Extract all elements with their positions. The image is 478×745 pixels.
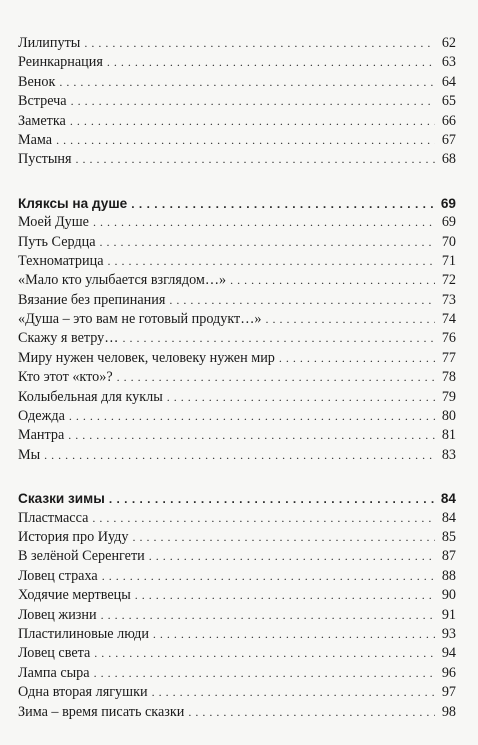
toc-entry[interactable] [18,407,456,426]
toc-entry-page: 68 [441,151,456,168]
toc-entry[interactable] [18,528,456,547]
toc-entry[interactable] [18,349,456,368]
dot-leader [106,252,435,271]
toc-entry-page: 90 [441,587,456,604]
dot-leader [264,310,435,329]
dot-leader [228,271,435,290]
toc-entry-title: Кто этот «кто»? [18,369,113,386]
toc-heading-page: 69 [440,195,456,211]
toc-entry[interactable] [18,368,456,387]
dot-leader [98,233,435,252]
toc-entry-title: В зелёной Серенгети [18,548,145,565]
dot-leader [54,131,435,150]
dot-leader [66,426,435,445]
toc-entry-page: 65 [441,93,456,110]
toc-entry-page: 67 [441,131,456,148]
toc-entry[interactable] [18,112,456,131]
toc-entry[interactable] [18,150,456,169]
toc-entry[interactable] [18,426,456,445]
toc-entry-page: 70 [441,233,456,250]
toc-entry[interactable] [18,547,456,566]
toc-entry-page: 62 [441,35,456,51]
toc-entry-page: 78 [441,369,456,386]
dot-leader [105,53,435,72]
toc-entry-title: Миру нужен человек, человеку нужен мир [18,349,275,366]
toc-entry-title: «Душа – это вам не готовый продукт…» [18,311,262,328]
toc-entry-title: «Мало кто улыбается взглядом…» [18,272,227,289]
toc-entry[interactable] [18,683,456,702]
toc-entry-page: 72 [441,272,456,289]
toc-entry[interactable] [18,509,456,528]
toc-entry-page: 91 [441,606,456,623]
dot-leader [129,195,435,214]
dot-leader [120,329,435,348]
toc-entry-title: Реинкарнация [18,54,103,71]
toc-entry[interactable] [18,213,456,232]
dot-leader [74,150,436,169]
toc-entry[interactable] [18,92,456,111]
dot-leader [82,34,435,53]
toc-entry-title: Скажу я ветру… [18,330,119,347]
toc-entry-title: Ловец света [18,645,91,662]
toc-entry-title: Венок [18,73,56,90]
dot-leader [57,73,435,92]
dot-leader [91,213,435,232]
toc-entry[interactable] [18,388,456,407]
toc-entry-page: 74 [441,311,456,328]
dot-leader [151,625,435,644]
toc-entry-title: Мы [18,446,41,463]
toc-section-heading[interactable] [18,194,456,213]
toc-section-skazki-zimy [18,489,456,722]
dot-leader [107,490,435,509]
toc-section-klyaksy [18,194,456,465]
dot-leader [165,388,435,407]
toc-entry-title: Пластмасса [18,509,89,526]
toc-entry-page: 79 [441,388,456,405]
toc-entry[interactable] [18,310,456,329]
toc-entry[interactable] [18,625,456,644]
toc-entry-title: История про Иуду [18,528,129,545]
toc-section-heading[interactable] [18,489,456,508]
dot-leader [67,407,435,426]
dot-leader [167,291,435,310]
toc-entry-page: 64 [441,73,456,90]
dot-leader [277,349,435,368]
toc-entry-title: Мантра [18,427,65,444]
toc-entry[interactable] [18,271,456,290]
toc-entry-page: 73 [441,291,456,308]
toc-entry-page: 88 [441,567,456,584]
toc-entry-page: 80 [441,408,456,425]
toc-entry[interactable] [18,329,456,348]
dot-leader [68,112,435,131]
toc-entry-title: Ловец страха [18,567,98,584]
toc-entry-title: Путь Сердца [18,233,96,250]
toc-entry[interactable] [18,252,456,271]
toc-entry-page: 94 [441,645,456,662]
dot-leader [92,644,435,663]
toc-entry[interactable] [18,644,456,663]
toc-entry-title: Одежда [18,408,65,425]
toc-entry[interactable] [18,34,456,53]
toc-entry-title: Одна вторая лягушки [18,684,148,701]
toc-heading-title: Кляксы на душе [18,195,128,211]
toc-entry-page: 93 [441,625,456,642]
toc-entry-title: Моей Душе [18,214,89,231]
toc-heading-page: 84 [440,491,456,507]
dot-leader [186,703,435,722]
toc-entry[interactable] [18,567,456,586]
toc-entry-title: Встреча [18,93,67,110]
toc-entry-title: Вязание без препинания [18,291,166,308]
toc-entry[interactable] [18,291,456,310]
toc-entry[interactable] [18,586,456,605]
toc-entry[interactable] [18,446,456,465]
dot-leader [99,606,435,625]
toc-entry[interactable] [18,703,456,722]
toc-entry[interactable] [18,606,456,625]
toc-entry-page: 87 [441,548,456,565]
toc-entry-page: 84 [441,509,456,526]
dot-leader [131,528,436,547]
toc-entry-title: Мама [18,131,53,148]
dot-leader [69,92,435,111]
toc-heading-title: Сказки зимы [18,491,105,507]
toc-entry-page: 69 [441,214,456,231]
toc-entry-page: 81 [441,427,456,444]
toc-entry-page: 77 [441,349,456,366]
toc-entry-page: 98 [441,703,456,720]
toc-entry-title: Техноматрица [18,252,104,269]
toc-entry[interactable] [18,233,456,252]
toc-entry-title: Колыбельная для куклы [18,388,163,405]
toc-entry-title: Ловец жизни [18,606,97,623]
toc-entry-page: 96 [441,664,456,681]
toc-entry-page: 85 [441,528,456,545]
toc-entry-title: Зима – время писать сказки [18,703,185,720]
toc-entry-title: Пластилиновые люди [18,625,149,642]
toc-entry-page: 97 [441,684,456,701]
dot-leader [150,683,435,702]
toc-entry-title: Пустыня [18,151,72,168]
dot-leader [100,567,435,586]
toc-entry[interactable] [18,53,456,72]
toc-entry[interactable] [18,73,456,92]
dot-leader [42,446,435,465]
toc-section-continued [18,34,456,170]
toc-entry[interactable] [18,131,456,150]
toc-entry-page: 71 [441,252,456,269]
dot-leader [133,586,435,605]
toc-entry-title: Лампа сыра [18,664,90,681]
toc-entry-page: 83 [441,446,456,463]
toc-entry-page: 66 [441,112,456,129]
dot-leader [115,368,435,387]
dot-leader [90,509,435,528]
toc-entry-title: Заметка [18,112,66,129]
toc-entry-title: Лилипуты [18,35,81,51]
toc-entry-title: Ходячие мертвецы [18,587,131,604]
toc-entry-page: 76 [441,330,456,347]
toc-entry[interactable] [18,664,456,683]
dot-leader [92,664,435,683]
dot-leader [147,547,435,566]
toc-entry-page: 63 [441,54,456,71]
